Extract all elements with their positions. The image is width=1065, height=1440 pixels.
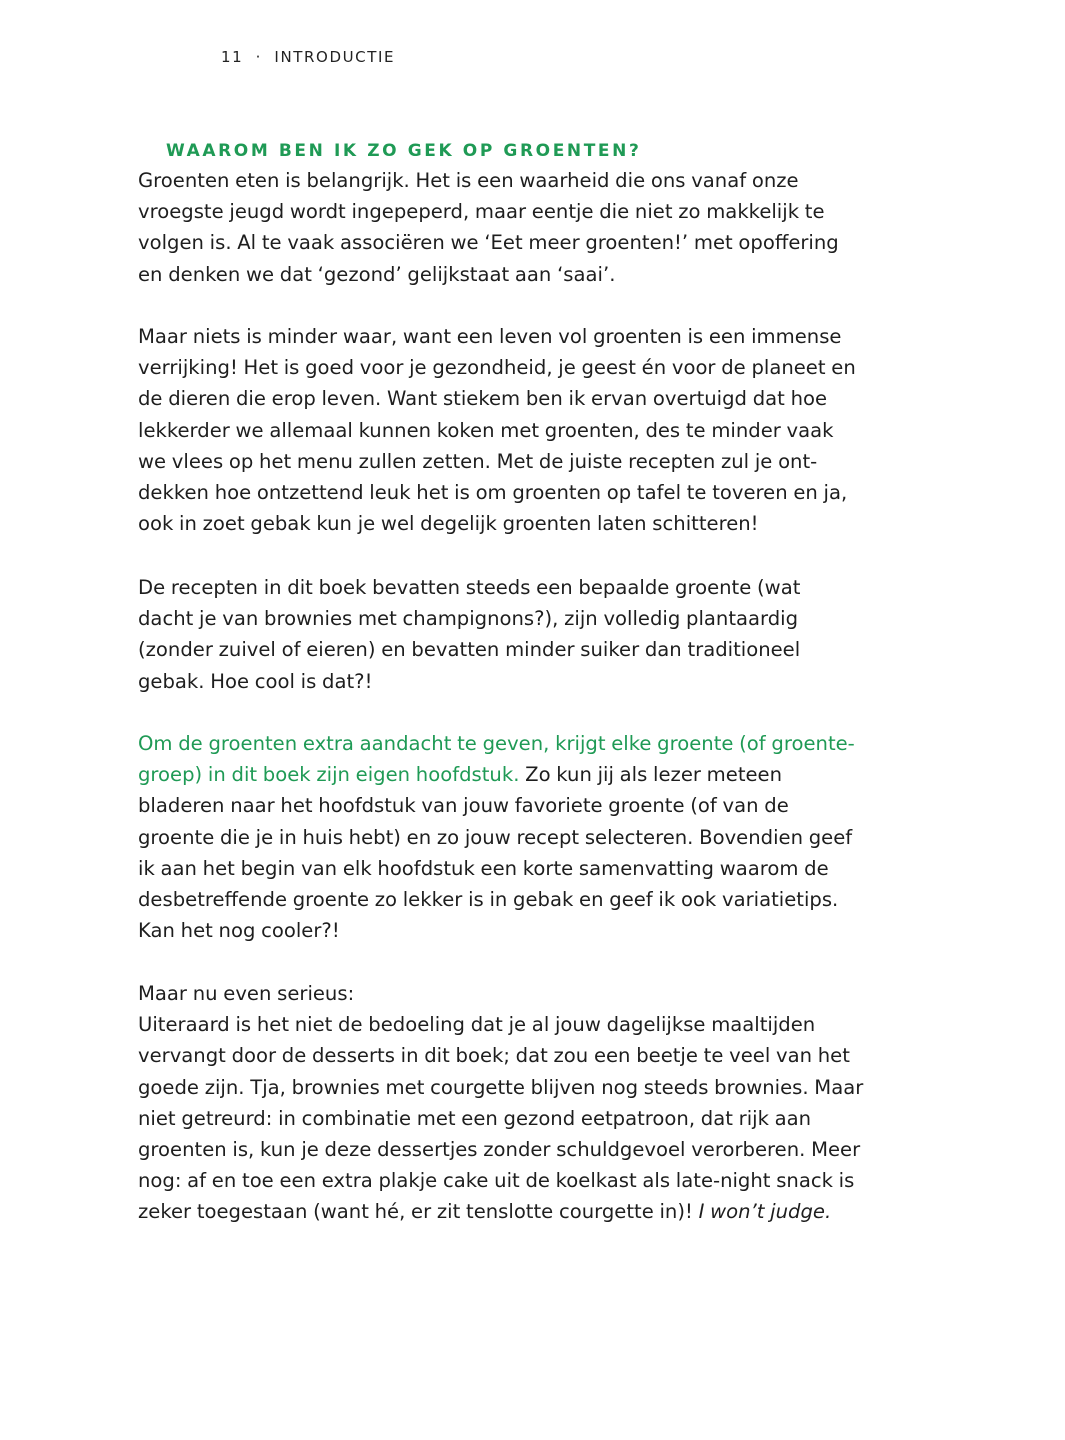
page-number: 11: [221, 48, 244, 66]
text-line: De recepten in dit boek bevatten steeds een bepaalde groente (wat: [138, 576, 801, 599]
text-line: Maar niets is minder waar, want een leven vol groenten is een immense: [138, 325, 842, 348]
text-line: dacht je van brownies met champignons?), zijn volledig plantaardig: [138, 607, 799, 631]
text-line: desbetreffende groente zo lekker is in gebak en geef ik ook variatietips.: [138, 888, 839, 912]
text-line: Uiteraard is het niet de bedoeling dat je al jouw dagelijkse maaltijden: [138, 1013, 816, 1037]
running-head-separator: ·: [255, 48, 263, 66]
text-line: Groenten eten is belangrijk. Het is een waarheid die ons vanaf onze: [138, 169, 799, 192]
text-line: bladeren naar het hoofdstuk van jouw favoriete groente (of van de: [138, 794, 789, 818]
italic-text: I won’t judge.: [698, 1200, 832, 1224]
text-line: de dieren die erop leven. Want stiekem ben ik ervan overtuigd dat hoe: [138, 387, 828, 411]
text-line: (zonder zuivel of eieren) en bevatten minder suiker dan traditioneel: [138, 638, 801, 662]
text-line: ook in zoet gebak kun je wel degelijk groenten laten schitteren!: [138, 512, 759, 536]
text-line: verrijking! Het is goed voor je gezondheid, je geest én voor de planeet en: [138, 356, 856, 380]
text-line: groente die je in huis hebt) en zo jouw recept selecteren. Bovendien geef: [138, 825, 853, 849]
text-fragment: zeker toegestaan (want hé, er zit tenslotte courgette in)!: [138, 1200, 699, 1224]
text-line: lekkerder we allemaal kunnen koken met groenten, des te minder vaak: [138, 418, 834, 442]
text-line: en denken we dat ‘gezond’ gelijkstaat aan ‘saai’.: [138, 262, 616, 286]
text-line: [138, 1196, 928, 1227]
text-line: nog: af en toe een extra plakje cake uit de koelkast als late-night snack is: [138, 1169, 855, 1193]
paragraph-5: [138, 978, 928, 1228]
text-line: Maar nu even serieus:: [138, 982, 355, 1005]
text-fragment: Zo kun jij als lezer meteen: [519, 763, 783, 787]
paragraph-1: [138, 165, 928, 290]
text-line: volgen is. Al te vaak associëren we ‘Eet meer groenten!’ met opoffering: [138, 231, 839, 255]
text-line: ik aan het begin van elk hoofdstuk een korte samenvatting waarom de: [138, 856, 829, 880]
text-line: gebak. Hoe cool is dat?!: [138, 669, 373, 693]
paragraph-2: [138, 321, 928, 539]
paragraph-3: [138, 572, 928, 697]
section-heading: WAAROM BEN IK ZO GEK OP GROENTEN?: [166, 141, 642, 161]
paragraph-4: [138, 728, 928, 946]
text-line: we vlees op het menu zullen zetten. Met de juiste recepten zul je ont-: [138, 449, 818, 473]
text-line: goede zijn. Tja, brownies met courgette blijven nog steeds brownies. Maar: [138, 1075, 864, 1099]
text-line: Kan het nog cooler?!: [138, 919, 340, 943]
text-line: vroegste jeugd wordt ingepeperd, maar eentje die niet zo makkelijk te: [138, 200, 825, 224]
text-line: vervangt door de desserts in dit boek; dat zou een beetje te veel van het: [138, 1044, 850, 1068]
text-line: niet getreurd: in combinatie met een gezond eetpatroon, dat rijk aan: [138, 1106, 812, 1130]
text-line: dekken hoe ontzettend leuk het is om groenten op tafel te toveren en ja,: [138, 481, 848, 505]
highlight-line: Om de groenten extra aandacht te geven, krijgt elke groente (of groente-: [138, 732, 855, 755]
text-line: groenten is, kun je deze dessertjes zonder schuldgevoel verorberen. Meer: [138, 1138, 861, 1162]
highlight-text: groep) in dit boek zijn eigen hoofdstuk.: [138, 763, 520, 787]
running-head-section: INTRODUCTIE: [274, 48, 396, 66]
text-line: [138, 759, 928, 790]
running-head: [221, 48, 395, 66]
